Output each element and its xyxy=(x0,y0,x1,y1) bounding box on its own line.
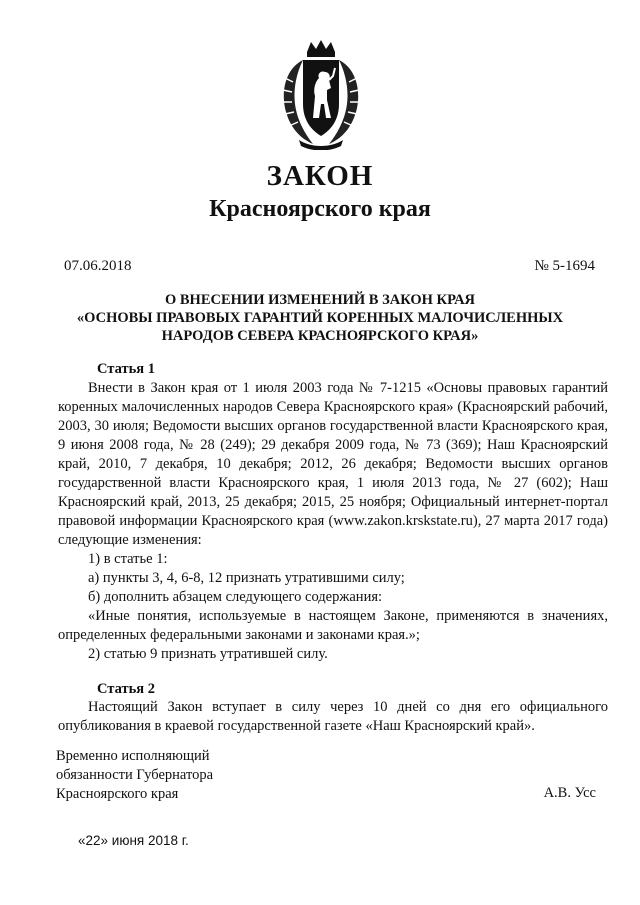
article-2-body xyxy=(58,698,608,736)
position-line: обязанности Губернатора xyxy=(56,767,214,783)
article-1-item: б) дополнить абзацем следующего содержания: xyxy=(88,589,383,605)
article-2-title: Статья 2 xyxy=(97,681,155,697)
document-date: 07.06.2018 xyxy=(64,258,132,274)
region-title: Красноярского края xyxy=(209,196,431,222)
position-line: Временно исполняющий xyxy=(56,748,210,764)
law-heading xyxy=(40,291,600,345)
article-2-text: Настоящий Закон вступает в силу через 10 дней со дня его официального опубликования в краевой государственной газете «Наш Красноярский край». xyxy=(58,699,608,734)
article-1-body xyxy=(58,379,608,664)
coat-of-arms-icon xyxy=(277,38,365,150)
document-number: № 5-1694 xyxy=(534,258,595,274)
signing-date: «22» июня 2018 г. xyxy=(78,833,189,848)
signatory-position xyxy=(56,747,213,804)
article-1-intro: Внести в Закон края от 1 июля 2003 года № 7-1215 «Основы правовых гарантий коренных малочисленных народов Севера Красноярского края» (Красноярский рабочий, 2003, 30 июля; Ведомости высших органов государственной власти Красноярского края, 9 июня 2008 года, № 28 (249); 29 декабря 2009 года, № 73 (369); Наш Красноярский край, 2010, 7 декабря, 10 декабря; 2012, 26 декабря; Ведомости высших органов государственной власти Красноярского края, 1 июля 2013 года, № 27 (602); Наш Красноярский край, 2013, 25 декабря; 2015, 25 ноября; Официальный интернет-портал правовой информации Красноярского края (www.zakon.krskstate.ru), 27 марта 2017 года) следующие изменения: xyxy=(58,380,608,548)
article-1-item: 2) статью 9 признать утратившей силу. xyxy=(88,646,328,662)
heading-line: О ВНЕСЕНИИ ИЗМЕНЕНИЙ В ЗАКОН КРАЯ xyxy=(164,292,476,308)
heading-line: «ОСНОВЫ ПРАВОВЫХ ГАРАНТИЙ КОРЕННЫХ МАЛОЧИСЛЕННЫХ xyxy=(76,310,564,326)
article-1-title: Статья 1 xyxy=(97,361,155,377)
document-type-title: ЗАКОН xyxy=(266,160,374,192)
signatory-name: А.В. Усс xyxy=(543,785,596,801)
article-1-item: а) пункты 3, 4, 6-8, 12 признать утратившими силу; xyxy=(88,570,405,586)
article-1-item: «Иные понятия, используемые в настоящем Законе, применяются в значениях, определенных федеральными законами и законами края.»; xyxy=(58,608,608,643)
article-1-item: 1) в статье 1: xyxy=(88,551,168,567)
position-line: Красноярского края xyxy=(56,786,179,802)
heading-line: НАРОДОВ СЕВЕРА КРАСНОЯРСКОГО КРАЯ» xyxy=(161,328,479,344)
